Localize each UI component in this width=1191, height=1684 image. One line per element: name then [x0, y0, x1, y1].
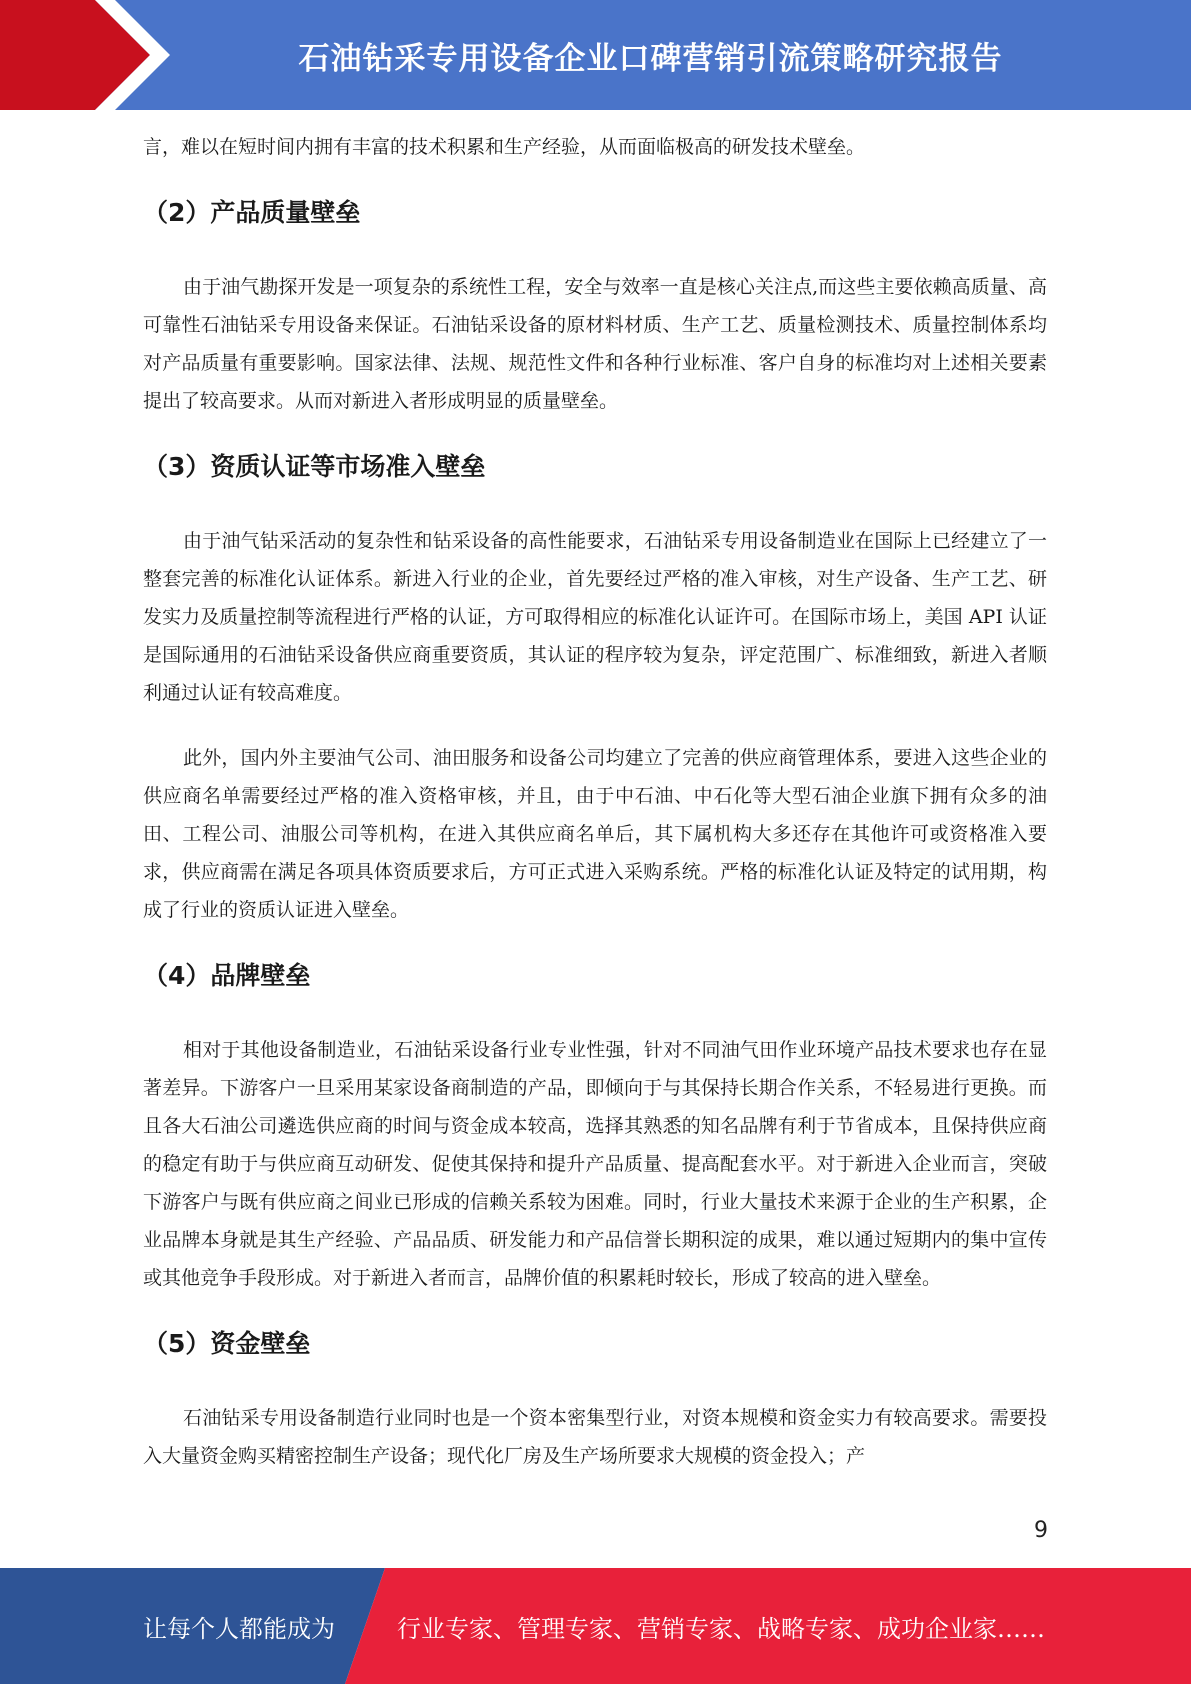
page-number: 9 [1034, 1518, 1048, 1543]
report-title: 石油钻采专用设备企业口碑营销引流策略研究报告 [298, 40, 1003, 77]
paragraph-brand: 相对于其他设备制造业，石油钻采设备行业专业性强，针对不同油气田作业环境产品技术要求也存在显著差异。下游客户一旦采用某家设备商制造的产品，即倾向于与其保持长期合作关系，不轻易进行更换。而且各大石油公司遴选供应商的时间与资金成本较高，选择其熟悉的知名品牌有利于节省成本，且保持供应商的稳定有助于与供应商互动研发、促使其保持和提升产品质量、提高配套水平。对于新进入企业而言，突破下游客户与既有供应商之间业已形成的信赖关系较为困难。同时，行业大量技术来源于企业的生产积累，企业品牌本身就是其生产经验、产品品质、研发能力和产品信誉长期积淀的成果，难以通过短期内的集中宣传或其他竞争手段形成。对于新进入者而言，品牌价值的积累耗时较长，形成了较高的进入壁垒。 [143, 1039, 1047, 1289]
footer-slogan-right: 行业专家、管理专家、营销专家、战略专家、成功企业家…… [397, 1614, 1045, 1643]
page-content [143, 128, 1047, 1475]
page-footer [0, 1568, 1191, 1684]
footer-slogan-left: 让每个人都能成为 [143, 1614, 335, 1643]
page-header [0, 0, 1191, 110]
paragraph-product-quality: 由于油气勘探开发是一项复杂的系统性工程，安全与效率一直是核心关注点,而这些主要依赖高质量、高可靠性石油钻采专用设备来保证。石油钻采设备的原材料材质、生产工艺、质量检测技术、质量控制体系均对产品质量有重要影响。国家法律、法规、规范性文件和各种行业标准、客户自身的标准均对上述相关要素提出了较高要求。从而对新进入者形成明显的质量壁垒。 [143, 276, 1047, 412]
paragraph-certification-1: 由于油气钻采活动的复杂性和钻采设备的高性能要求，石油钻采专用设备制造业在国际上已经建立了一整套完善的标准化认证体系。新进入行业的企业，首先要经过严格的准入审核，对生产设备、生产工艺、研发实力及质量控制等流程进行严格的认证，方可取得相应的标准化认证许可。在国际市场上，美国 API 认证是国际通用的石油钻采设备供应商重要资质，其认证的程序较为复杂，评定范围广、标准细致，新进入者顺利通过认证有较高难度。 [143, 530, 1047, 704]
paragraph-continued: 言，难以在短时间内拥有丰富的技术积累和生产经验，从而面临极高的研发技术壁垒。 [143, 136, 866, 158]
section-heading-capital: （5）资金壁垒 [143, 1329, 311, 1358]
section-heading-product-quality: （2）产品质量壁垒 [143, 198, 361, 227]
section-heading-brand: （4）品牌壁垒 [143, 961, 311, 990]
paragraph-capital: 石油钻采专用设备制造行业同时也是一个资本密集型行业，对资本规模和资金实力有较高要求。需要投入大量资金购买精密控制生产设备；现代化厂房及生产场所要求大规模的资金投入；产 [143, 1407, 1047, 1467]
paragraph-certification-2: 此外，国内外主要油气公司、油田服务和设备公司均建立了完善的供应商管理体系，要进入这些企业的供应商名单需要经过严格的准入资格审核，并且，由于中石油、中石化等大型石油企业旗下拥有众多的油田、工程公司、油服公司等机构，在进入其供应商名单后，其下属机构大多还存在其他许可或资格准入要求，供应商需在满足各项具体资质要求后，方可正式进入采购系统。严格的标准化认证及特定的试用期，构成了行业的资质认证进入壁垒。 [143, 747, 1047, 921]
section-heading-certification: （3）资质认证等市场准入壁垒 [143, 452, 486, 481]
